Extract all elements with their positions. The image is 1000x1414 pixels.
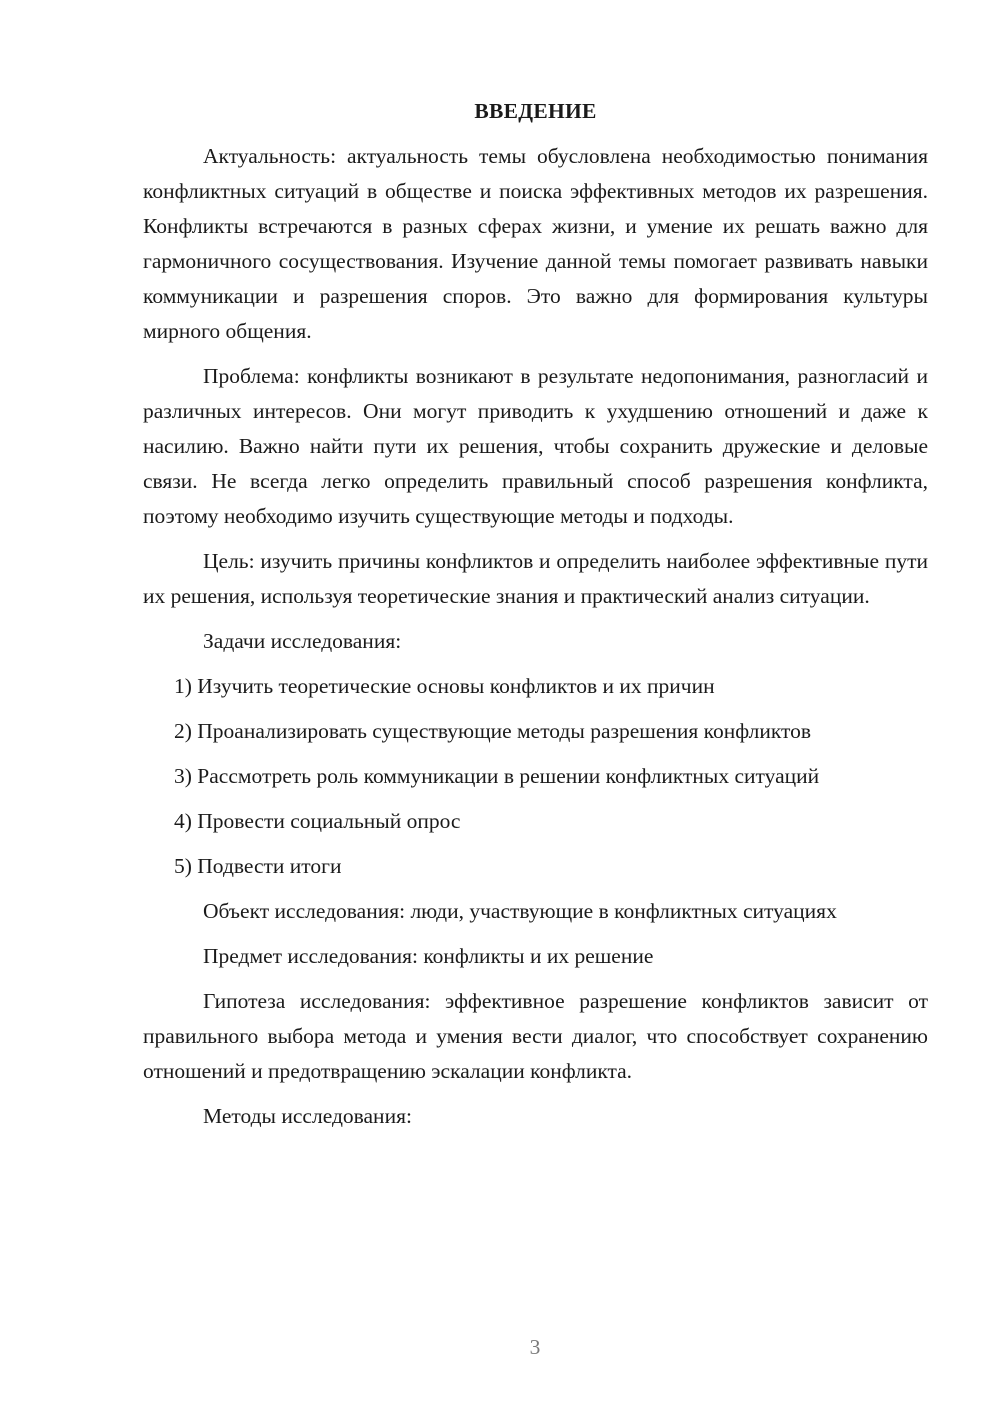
page-content — [143, 94, 928, 1144]
methods-heading: Методы исследования: — [203, 1104, 412, 1128]
hypothesis-paragraph: Гипотеза исследования: эффективное разрешение конфликтов зависит от правильного выбора метода и умения вести диалог, что способствует сохранению отношений и предотвращению эскалации конфликта. — [143, 989, 928, 1083]
task-item-4: 4) Провести социальный опрос — [174, 809, 461, 833]
tasks-heading: Задачи исследования: — [203, 629, 402, 653]
tasks-list — [143, 669, 928, 884]
task-item-2: 2) Проанализировать существующие методы разрешения конфликтов — [174, 719, 812, 743]
problem-paragraph: Проблема: конфликты возникают в результате недопонимания, разногласий и различных интересов. Они могут приводить к ухудшению отношений и даже к насилию. Важно найти пути их решения, чтобы сохранить дружеские и деловые связи. Не всегда легко определить правильный способ разрешения конфликта, поэтому необходимо изучить существующие методы и подходы. — [143, 364, 928, 528]
object-paragraph: Объект исследования: люди, участвующие в конфликтных ситуациях — [203, 899, 837, 923]
task-item-1: 1) Изучить теоретические основы конфликтов и их причин — [174, 674, 715, 698]
section-title: ВВЕДЕНИЕ — [474, 99, 597, 123]
task-item-3: 3) Рассмотреть роль коммуникации в решении конфликтных ситуаций — [174, 764, 820, 788]
page-number: 3 — [529, 1335, 541, 1359]
goal-paragraph: Цель: изучить причины конфликтов и определить наиболее эффективные пути их решения, используя теоретические знания и практический анализ ситуации. — [143, 549, 928, 608]
task-item-5: 5) Подвести итоги — [174, 854, 342, 878]
relevance-paragraph: Актуальность: актуальность темы обусловлена необходимостью понимания конфликтных ситуаций в обществе и поиска эффективных методов их разрешения. Конфликты встречаются в разных сферах жизни, и умение их решать важно для гармоничного сосуществования. Изучение данной темы помогает развивать навыки коммуникации и разрешения споров. Это важно для формирования культуры мирного общения. — [143, 144, 928, 343]
subject-paragraph: Предмет исследования: конфликты и их решение — [203, 944, 654, 968]
